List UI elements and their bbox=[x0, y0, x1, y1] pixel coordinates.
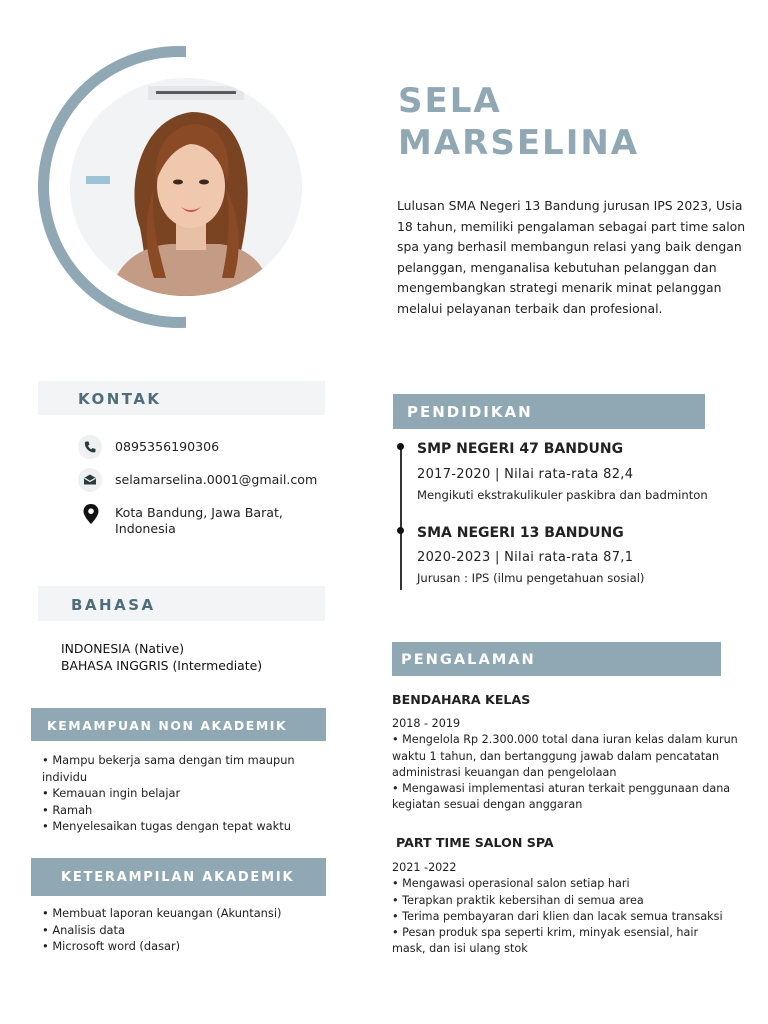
non-academic-list bbox=[42, 752, 295, 835]
first-name: SELA bbox=[398, 81, 502, 121]
experience-line: kegiatan sesuai dengan anggaran bbox=[392, 798, 583, 812]
list-item: • Ramah bbox=[42, 802, 93, 817]
section-header-kontak bbox=[38, 381, 325, 415]
education-desc: Jurusan : IPS (ilmu pengetahuan sosial) bbox=[417, 571, 645, 585]
section-header-non-akademik bbox=[31, 708, 326, 741]
contact-phone[interactable]: 0895356190306 bbox=[115, 439, 220, 454]
experience-details bbox=[392, 716, 738, 814]
languages-list bbox=[61, 640, 262, 674]
location-pin-icon bbox=[82, 503, 100, 525]
list-item: • Membuat laporan keuangan (Akuntansi) bbox=[42, 906, 282, 920]
experience-line: mask, dan isi ulang stok bbox=[392, 942, 528, 956]
experience-line: waktu 1 tahun, dan bertanggung jawab dalam pencatatan bbox=[392, 749, 720, 763]
timeline-dot bbox=[397, 443, 404, 450]
contact-address-line1: Kota Bandung, Jawa Barat, bbox=[115, 505, 283, 520]
experience-line: • Mengelola Rp 2.300.000 total dana iuran kelas dalam kurun bbox=[392, 733, 738, 747]
profile-photo-illustration bbox=[70, 78, 302, 296]
language-item: INDONESIA (Native) bbox=[61, 641, 185, 656]
education-desc: Mengikuti ekstrakulikuler paskibra dan badminton bbox=[417, 488, 708, 502]
mail-icon bbox=[78, 468, 102, 492]
list-item: • Kemauan ingin belajar bbox=[42, 786, 181, 800]
experience-line: • Mengawasi implementasi aturan terkait penggunaan dana bbox=[392, 782, 731, 796]
experience-title: BENDAHARA KELAS bbox=[392, 692, 531, 707]
timeline-dot bbox=[397, 527, 404, 534]
education-school: SMA NEGERI 13 BANDUNG bbox=[417, 525, 624, 541]
list-item: • Mampu bekerja sama dengan tim maupun bbox=[42, 753, 295, 767]
contact-email[interactable]: selamarselina.0001@gmail.com bbox=[115, 472, 318, 487]
experience-line: • Mengawasi operasional salon setiap hari bbox=[392, 877, 630, 891]
section-title-bahasa: BAHASA bbox=[71, 596, 156, 614]
last-name: MARSELINA bbox=[398, 123, 640, 163]
full-name bbox=[398, 80, 639, 164]
education-school: SMP NEGERI 47 BANDUNG bbox=[417, 441, 624, 457]
profile-photo bbox=[70, 78, 302, 296]
education-period: 2017-2020 | Nilai rata-rata 82,4 bbox=[417, 467, 634, 482]
experience-line: • Pesan produk spa seperti krim, minyak esensial, hair bbox=[392, 926, 699, 940]
section-header-pengalaman bbox=[392, 642, 721, 676]
education-period: 2020-2023 | Nilai rata-rata 87,1 bbox=[417, 550, 634, 565]
section-title-akademik: KETERAMPILAN AKADEMIK bbox=[61, 870, 295, 885]
section-title-pendidikan: PENDIDIKAN bbox=[407, 403, 533, 421]
language-item: BAHASA INGGRIS (Intermediate) bbox=[61, 658, 263, 673]
phone-icon bbox=[78, 435, 102, 459]
list-item: • Menyelesaikan tugas dengan tepat waktu bbox=[42, 819, 291, 833]
experience-title: PART TIME SALON SPA bbox=[396, 835, 554, 850]
experience-line: • Terima pembayaran dari klien dan lacak semua transaksi bbox=[392, 909, 723, 923]
section-title-pengalaman: PENGALAMAN bbox=[401, 651, 536, 668]
experience-line: 2018 - 2019 bbox=[392, 717, 461, 730]
experience-details bbox=[392, 860, 723, 958]
section-title-kontak: KONTAK bbox=[78, 390, 162, 408]
list-item: • Microsoft word (dasar) bbox=[42, 939, 181, 953]
section-header-akademik bbox=[31, 858, 326, 896]
profile-summary: Lulusan SMA Negeri 13 Bandung jurusan IPS 2023, Usia 18 tahun, memiliki pengalaman sebagai part time salon spa yang berhasil membangun relasi yang baik dengan pelanggan, menganalisa kebutuhan pelanggan dan mengembangkan strategi menarik minat pelanggan melalui pelayanan terbaik dan profesional. bbox=[397, 198, 746, 316]
experience-line: • Terapkan praktik kebersihan di semua area bbox=[392, 893, 644, 907]
section-title-non-akademik: KEMAMPUAN NON AKADEMIK bbox=[47, 718, 288, 733]
contact-address-line2: Indonesia bbox=[115, 521, 176, 536]
education-timeline bbox=[400, 444, 402, 590]
section-header-pendidikan bbox=[393, 394, 705, 429]
list-item: • Analisis data bbox=[42, 922, 125, 937]
experience-line: 2021 -2022 bbox=[392, 861, 457, 874]
section-header-bahasa bbox=[38, 586, 325, 621]
experience-line: administrasi keuangan dan pengelolaan bbox=[392, 765, 617, 779]
list-item: individu bbox=[42, 769, 88, 784]
academic-list bbox=[42, 905, 281, 955]
